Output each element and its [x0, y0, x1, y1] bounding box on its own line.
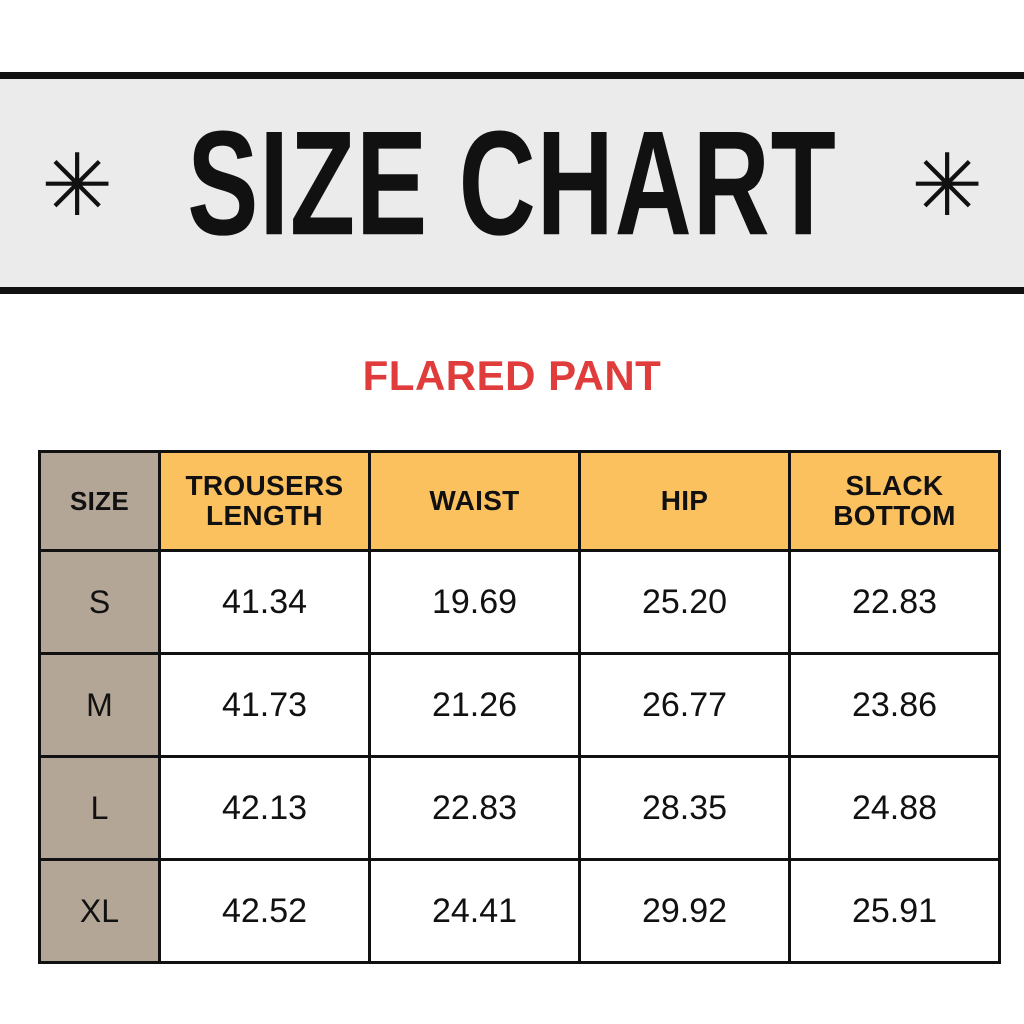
size-table — [38, 450, 1001, 964]
cell-trousers-length: 42.13 — [160, 757, 370, 860]
column-header-slack-bottom: SLACK BOTTOM — [790, 452, 1000, 551]
table-row — [40, 757, 1000, 860]
cell-size: S — [40, 551, 160, 654]
column-header-hip: HIP — [580, 452, 790, 551]
cell-waist: 19.69 — [370, 551, 580, 654]
page-title: SIZE CHART — [187, 99, 837, 267]
product-title: FLARED PANT — [362, 352, 662, 399]
cell-waist: 24.41 — [370, 860, 580, 963]
cell-trousers-length: 41.73 — [160, 654, 370, 757]
cell-waist: 21.26 — [370, 654, 580, 757]
table-header — [40, 452, 1000, 551]
cell-slack-bottom: 23.86 — [790, 654, 1000, 757]
cell-trousers-length: 41.34 — [160, 551, 370, 654]
cell-hip: 28.35 — [580, 757, 790, 860]
cell-hip: 25.20 — [580, 551, 790, 654]
cell-size: XL — [40, 860, 160, 963]
cell-slack-bottom: 24.88 — [790, 757, 1000, 860]
table-body — [40, 551, 1000, 963]
asterisk-icon-left: ✳ — [40, 136, 113, 236]
cell-size: M — [40, 654, 160, 757]
cell-slack-bottom: 25.91 — [790, 860, 1000, 963]
cell-hip: 26.77 — [580, 654, 790, 757]
cell-hip: 29.92 — [580, 860, 790, 963]
size-table-container — [38, 450, 1000, 964]
column-header-waist: WAIST — [370, 452, 580, 551]
table-header-row — [40, 452, 1000, 551]
table-row — [40, 654, 1000, 757]
column-header-trousers-length: TROUSERS LENGTH — [160, 452, 370, 551]
table-row — [40, 551, 1000, 654]
cell-slack-bottom: 22.83 — [790, 551, 1000, 654]
header-banner — [0, 72, 1024, 294]
header-banner-content — [0, 99, 1024, 267]
cell-size: L — [40, 757, 160, 860]
asterisk-icon-right: ✳ — [911, 136, 984, 236]
cell-trousers-length: 42.52 — [160, 860, 370, 963]
cell-waist: 22.83 — [370, 757, 580, 860]
column-header-size: SIZE — [40, 452, 160, 551]
table-row — [40, 860, 1000, 963]
